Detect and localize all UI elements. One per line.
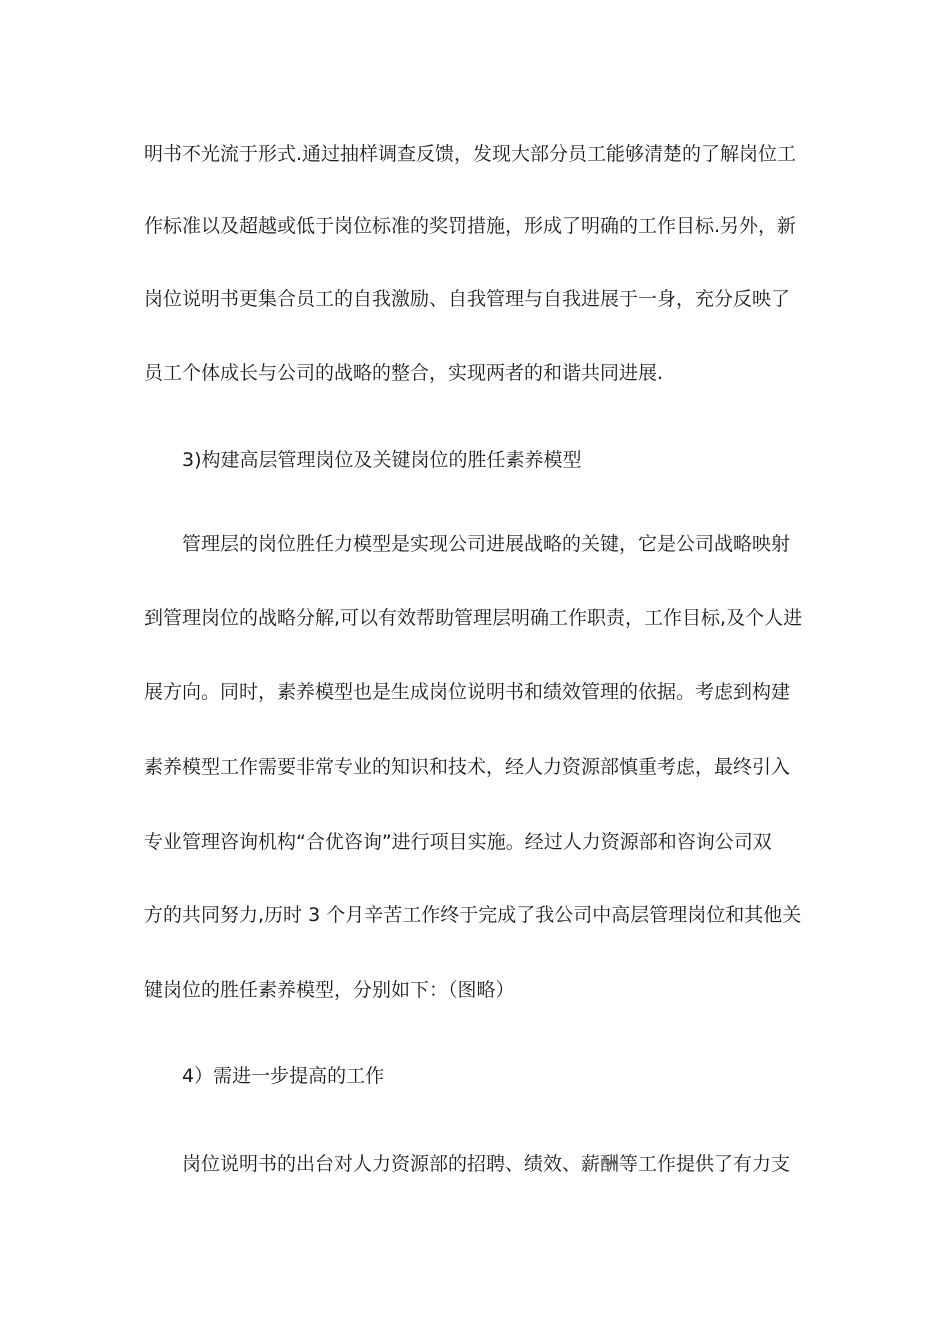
paragraph-2-line-4: 素养模型工作需要非常专业的知识和技术，经人力资源部慎重考虑，最终引入	[144, 756, 791, 778]
paragraph-2-line-6: 方的共同努力,历时 3 个月辛苦工作终于完成了我公司中高层管理岗位和其他关	[144, 904, 802, 926]
paragraph-2-line-7: 键岗位的胜任素养模型，分别如下：（图略）	[144, 979, 515, 1001]
paragraph-2-line-2: 到管理岗位的战略分解,可以有效帮助管理层明确工作职责，工作目标,及个人进	[144, 607, 803, 629]
paragraph-1-line-1: 明书不光流于形式.通过抽样调查反馈，发现大部分员工能够清楚的了解岗位工	[144, 143, 797, 165]
section-heading-4: 4）需进一步提高的工作	[182, 1065, 385, 1087]
paragraph-2-line-1: 管理层的岗位胜任力模型是实现公司进展战略的关键，它是公司战略映射	[182, 533, 791, 555]
section-heading-3: 3)构建高层管理岗位及关键岗位的胜任素养模型	[182, 449, 582, 471]
paragraph-1-line-4: 员工个体成长与公司的战略的整合，实现两者的和谐共同进展.	[144, 362, 664, 384]
paragraph-1-line-2: 作标准以及超越或低于岗位标准的奖罚措施，形成了明确的工作目标.另外，新	[144, 215, 797, 237]
paragraph-3-line-1: 岗位说明书的出台对人力资源部的招聘、绩效、薪酬等工作提供了有力支	[182, 1153, 791, 1175]
paragraph-2-line-3: 展方向。同时，素养模型也是生成岗位说明书和绩效管理的依据。考虑到构建	[144, 681, 791, 703]
paragraph-2-line-5: 专业管理咨询机构“合优咨询”进行项目实施。经过人力资源部和咨询公司双	[144, 831, 772, 853]
paragraph-1-line-3: 岗位说明书更集合员工的自我激励、自我管理与自我进展于一身，充分反映了	[144, 288, 791, 310]
